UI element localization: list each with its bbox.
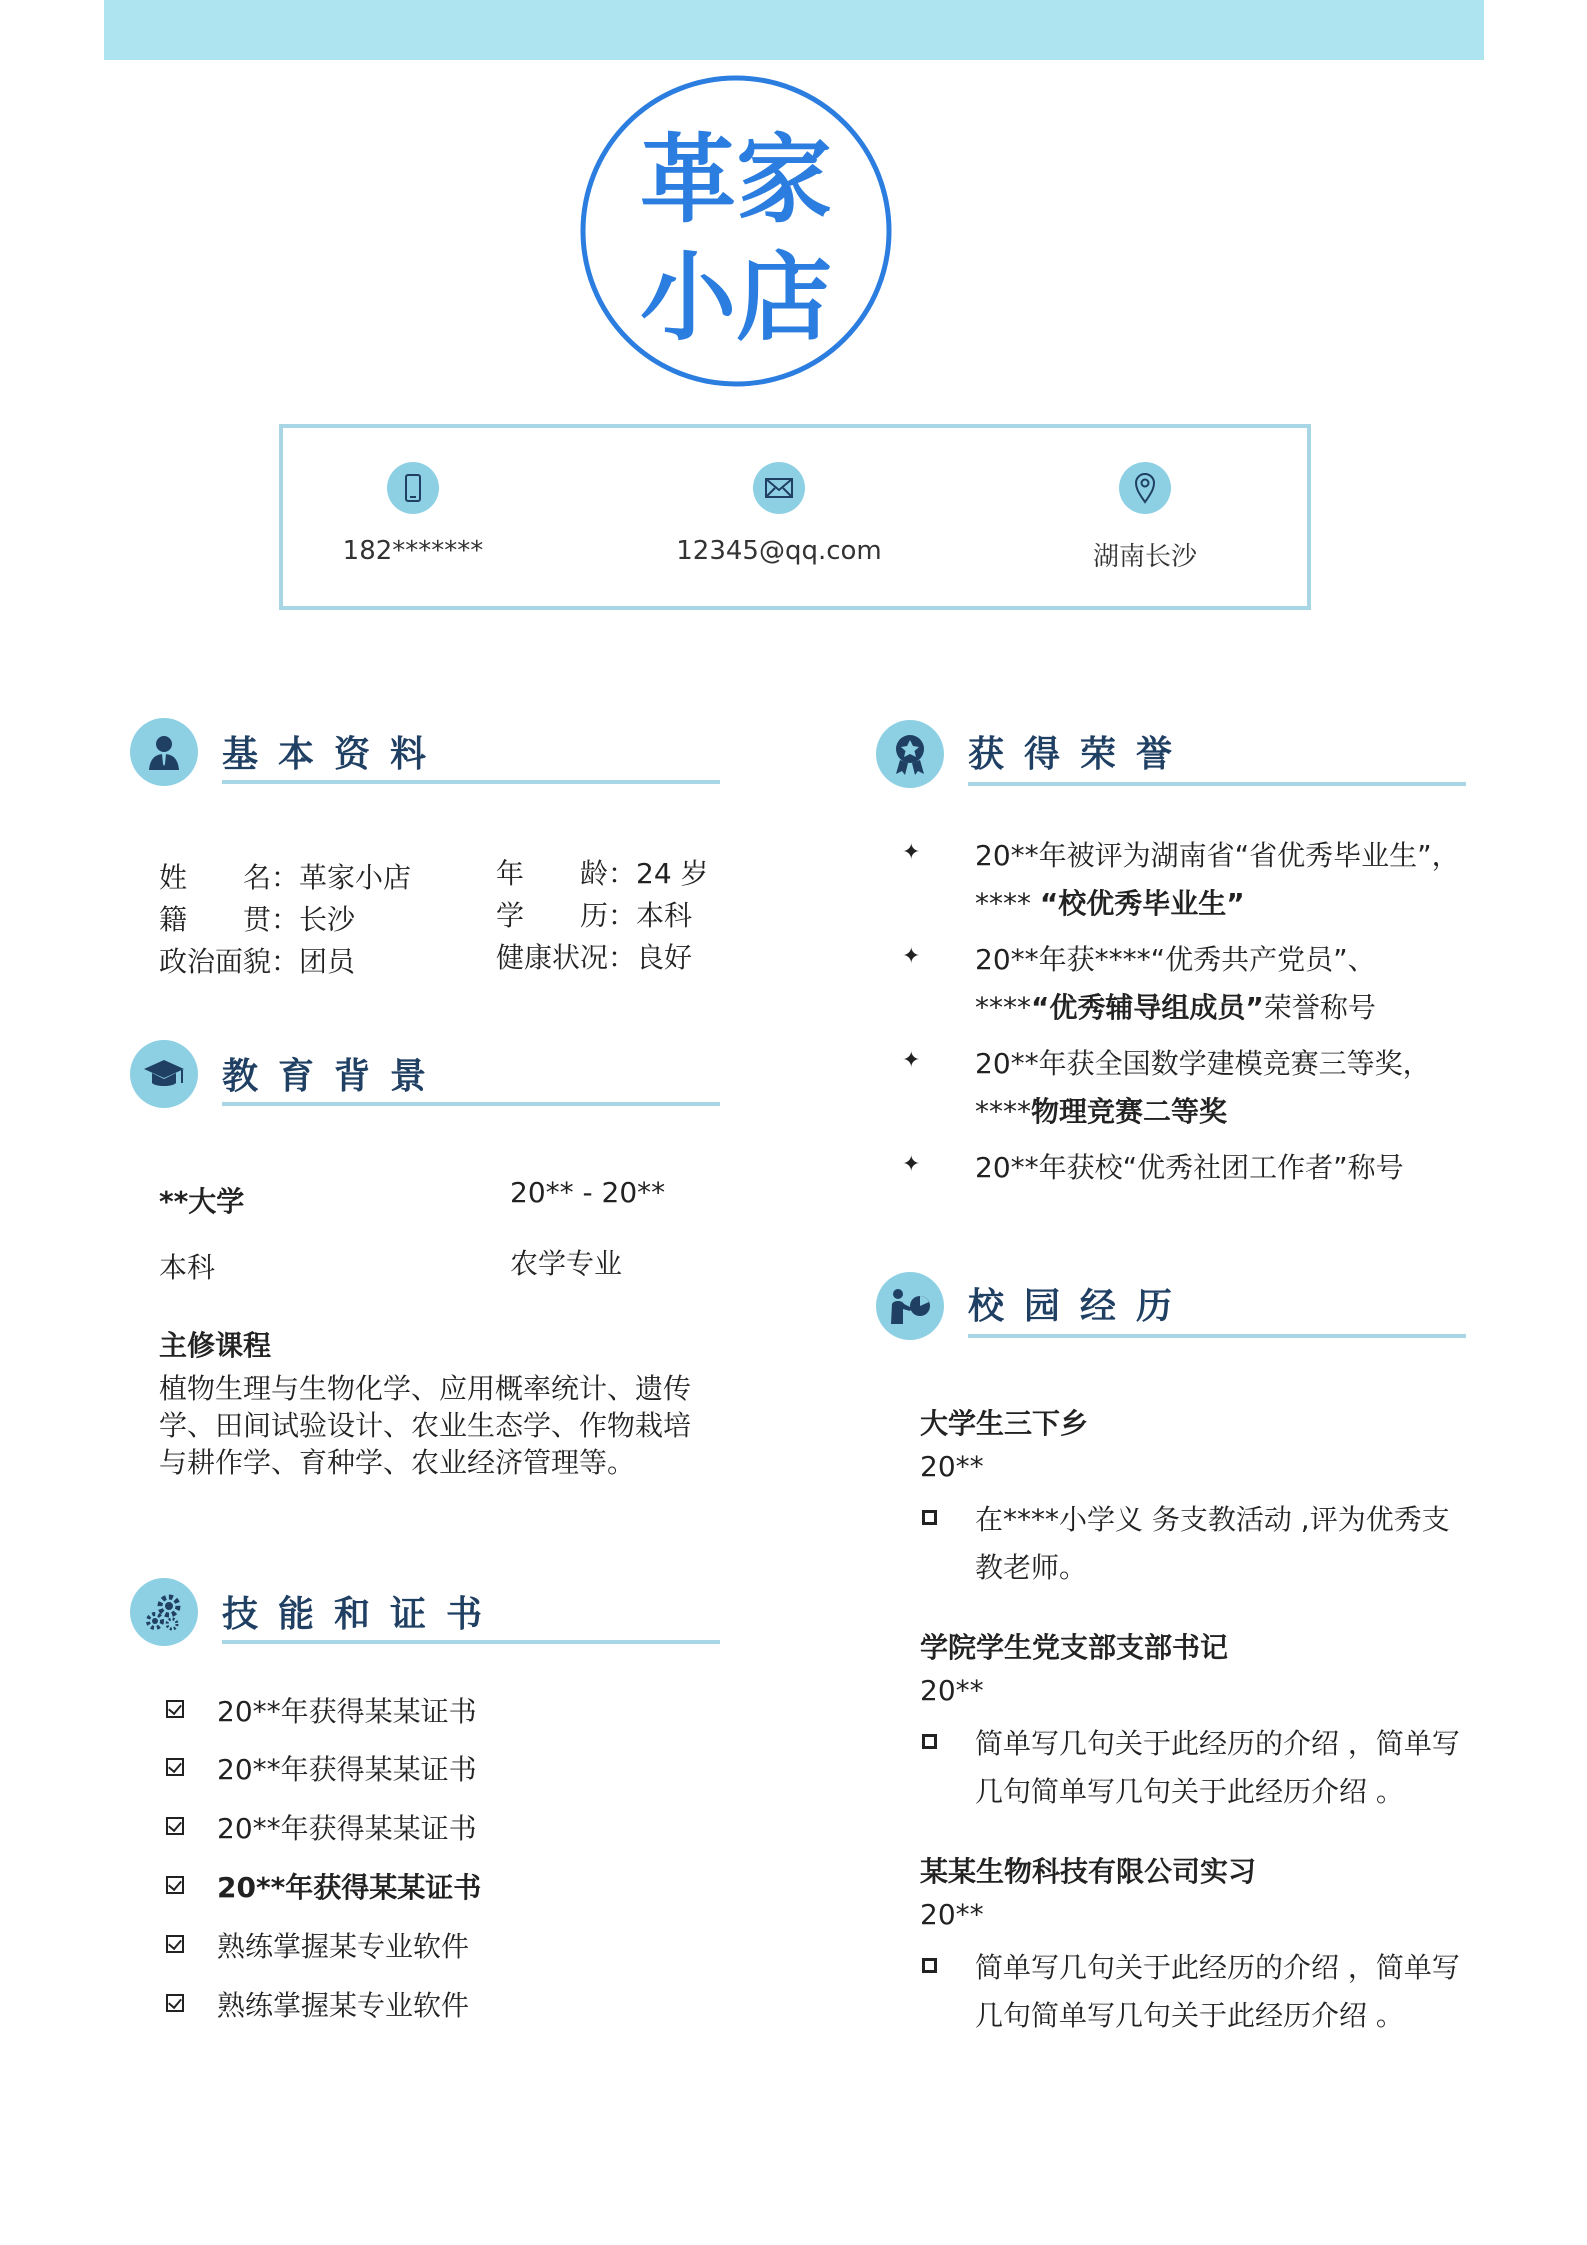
section-title: 教育背景 bbox=[222, 1056, 447, 1097]
age-row bbox=[496, 852, 709, 892]
skill-item: 20**年获得某某证书 bbox=[217, 1753, 477, 1786]
major: 农学专业 bbox=[510, 1247, 623, 1280]
contact-location bbox=[995, 462, 1295, 573]
edu-label: 学 历： bbox=[496, 899, 637, 932]
checkbox-icon bbox=[166, 1700, 184, 1718]
skill-item: 熟练掌握某专业软件 bbox=[217, 1930, 470, 1963]
square-bullet-icon bbox=[922, 1734, 937, 1749]
mail-icon bbox=[753, 462, 805, 514]
experience-title: 学院学生党支部支部书记 bbox=[920, 1631, 1229, 1664]
experience-description: 在****小学义 务支教活动 ,评为优秀支教老师。 bbox=[975, 1503, 1450, 1584]
person-icon bbox=[130, 718, 198, 786]
skill-item: 20**年获得某某证书 bbox=[217, 1695, 477, 1728]
logo-line-2: 小店 bbox=[640, 241, 832, 354]
study-years: 20** - 20** bbox=[510, 1176, 666, 1209]
experience-description: 简单写几句关于此经历的介绍 ，简单写几句简单写几句关于此经历介绍 。 bbox=[975, 1727, 1460, 1808]
skill-item: 20**年获得某某证书 bbox=[217, 1871, 482, 1904]
star-bullet-icon: ✦ bbox=[902, 944, 921, 969]
section-title: 基本资料 bbox=[222, 734, 447, 775]
section-title: 获得荣誉 bbox=[968, 734, 1193, 775]
section-divider bbox=[222, 1640, 720, 1644]
star-bullet-icon: ✦ bbox=[902, 840, 921, 865]
degree: 本科 bbox=[159, 1251, 216, 1284]
section-honors bbox=[876, 720, 1476, 800]
skill-item: 20**年获得某某证书 bbox=[217, 1812, 477, 1845]
phone-icon bbox=[387, 462, 439, 514]
school-name: **大学 bbox=[159, 1185, 245, 1218]
politics-label: 政治面貌： bbox=[159, 945, 300, 978]
email-address: 12345@qq.com bbox=[676, 536, 882, 566]
experience-description: 简单写几句关于此经历的介绍 ，简单写几句简单写几句关于此经历介绍 。 bbox=[975, 1951, 1460, 2032]
experience-title: 大学生三下乡 bbox=[920, 1407, 1089, 1440]
politics-row bbox=[159, 940, 355, 980]
edu-value: 本科 bbox=[636, 899, 693, 932]
section-title: 校园经历 bbox=[968, 1286, 1193, 1327]
courses-title: 主修课程 bbox=[159, 1329, 272, 1362]
name-row bbox=[159, 856, 411, 896]
checkbox-icon bbox=[166, 1994, 184, 2012]
honor-item: 20**年获全国数学建模竞赛三等奖，****物理竞赛二等奖 bbox=[975, 1047, 1431, 1128]
section-title: 技能和证书 bbox=[222, 1594, 503, 1635]
origin-value: 长沙 bbox=[299, 903, 356, 936]
phone-number: 182******* bbox=[342, 536, 484, 566]
education-level-row bbox=[496, 894, 692, 934]
logo-line-1: 革家 bbox=[640, 123, 832, 236]
presenter-chart-icon bbox=[876, 1272, 944, 1340]
age-value: 24 岁 bbox=[636, 857, 709, 890]
politics-value: 团员 bbox=[299, 945, 356, 978]
section-divider bbox=[222, 1102, 720, 1106]
star-bullet-icon: ✦ bbox=[902, 1152, 921, 1177]
square-bullet-icon bbox=[922, 1958, 937, 1973]
age-label: 年 龄： bbox=[496, 857, 637, 890]
honor-item: 20**年获****“优秀共产党员”、****“优秀辅导组成员”荣誉称号 bbox=[975, 943, 1376, 1024]
origin-label: 籍 贯： bbox=[159, 903, 300, 936]
square-bullet-icon bbox=[922, 1510, 937, 1525]
checkbox-icon bbox=[166, 1758, 184, 1776]
health-row bbox=[496, 936, 692, 976]
section-divider bbox=[968, 1334, 1466, 1338]
section-divider bbox=[968, 782, 1466, 786]
contact-email bbox=[629, 462, 929, 566]
contact-box bbox=[279, 424, 1311, 610]
honor-item: 20**年被评为湖南省“省优秀毕业生”，**** “校优秀毕业生” bbox=[975, 839, 1460, 920]
gears-icon bbox=[130, 1578, 198, 1646]
contact-phone bbox=[263, 462, 563, 566]
section-skills bbox=[130, 1578, 720, 1658]
graduation-cap-icon bbox=[130, 1040, 198, 1108]
checkbox-icon bbox=[166, 1935, 184, 1953]
name-value: 革家小店 bbox=[299, 861, 412, 894]
section-education bbox=[130, 1040, 720, 1120]
courses-list: 植物生理与生物化学、应用概率统计、遗传学、田间试验设计、农业生态学、作物栽培与耕作学、育种学、农业经济管理等。 bbox=[159, 1372, 692, 1479]
honor-item: 20**年获校“优秀社团工作者”称号 bbox=[975, 1151, 1404, 1184]
health-value: 良好 bbox=[636, 941, 693, 974]
checkbox-icon bbox=[166, 1817, 184, 1835]
award-medal-icon bbox=[876, 720, 944, 788]
experience-year: 20** bbox=[920, 1450, 984, 1483]
section-basic-info bbox=[130, 718, 720, 798]
star-bullet-icon: ✦ bbox=[902, 1048, 921, 1073]
name-label: 姓 名： bbox=[159, 861, 300, 894]
health-label: 健康状况： bbox=[496, 941, 637, 974]
location-pin-icon bbox=[1119, 462, 1171, 514]
experience-title: 某某生物科技有限公司实习 bbox=[920, 1855, 1257, 1888]
experience-year: 20** bbox=[920, 1674, 984, 1707]
section-campus bbox=[876, 1272, 1476, 1352]
location-text: 湖南长沙 bbox=[1092, 542, 1197, 572]
shop-logo-seal bbox=[578, 73, 894, 389]
section-divider bbox=[222, 780, 720, 784]
origin-row bbox=[159, 898, 355, 938]
experience-year: 20** bbox=[920, 1898, 984, 1931]
header-band bbox=[104, 0, 1484, 60]
skill-item: 熟练掌握某专业软件 bbox=[217, 1989, 470, 2022]
checkbox-icon bbox=[166, 1876, 184, 1894]
